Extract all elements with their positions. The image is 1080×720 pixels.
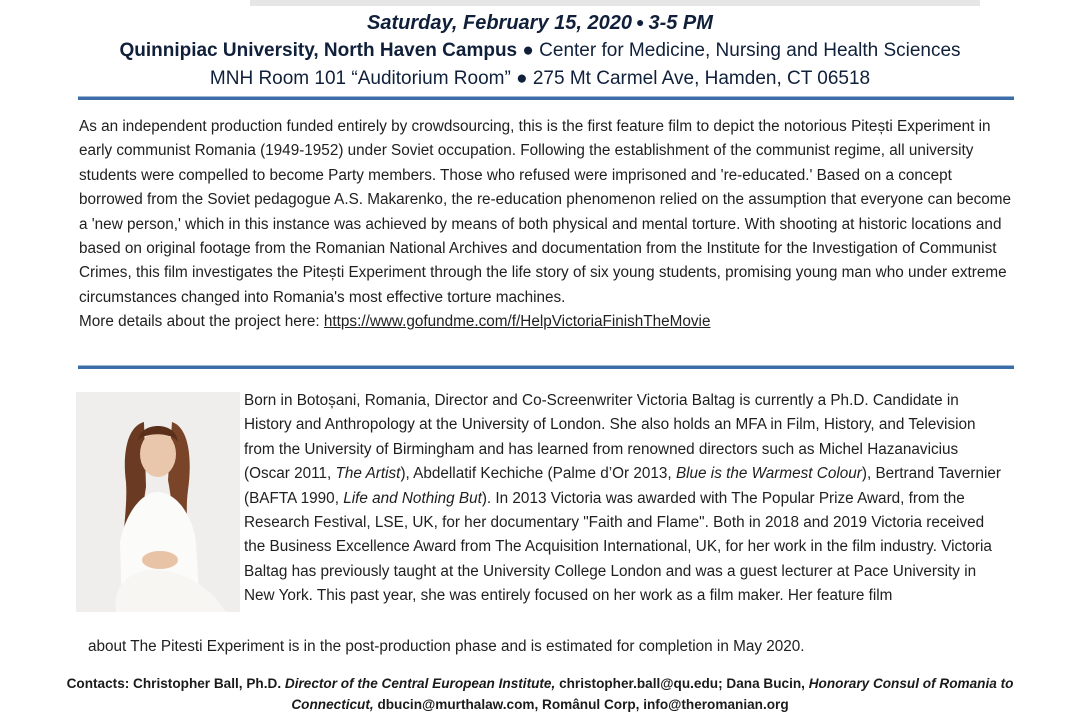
bullet-icon: ● [516,68,533,89]
bucin-title: Honorary Consul of Romania to Connecticut, [291,676,1014,712]
director-bio: Born in Botoșani, Romania, Director and Co-Screenwriter Victoria Baltag is currently a Ph.D. Candidate in History and Anthropology at the University of London. She also holds an MFA in Film, History, and Television from the University of Birmingham and has learned from renowned directors such as Michel Hazanavicius (Oscar 2011, The Artist), Abdellatif Kechiche (Palme d’Or 2013, Blue is the Warmest Colour), Bertrand Tavernier (BAFTA 1990, Life and Nothing But). In 2013 Victoria was awarded with The Popular Prize Award, from the Research Festival, LSE, UK, for her documentary "Faith and Flame". Both in 2018 and 2019 Victoria received the Business Excellence Award from The Acquisition International, UK, for her work in the film industry. Victoria Baltag has previously taught at the University College London and was a guest lecturer at Pace University in New York. This past year, she was entirely focused on her work as a film maker. Her feature film [244,392,1001,605]
street-address: 275 Mt Carmel Ave, Hamden, CT 06518 [532,68,871,89]
event-header [0,6,1080,93]
bucin-contacts: dbucin@murthalaw.com, Românul Corp, info@theromanian.org [377,697,789,712]
film-description [79,115,1019,335]
event-room [0,65,1080,93]
campus-name: Quinnipiac University, North Haven Campus [119,40,518,61]
contacts-footer [60,673,1020,715]
gofundme-link[interactable]: https://www.gofundme.com/f/HelpVictoriaFinishTheMovie [323,313,711,331]
portrait-illustration [76,392,240,612]
event-date: Saturday, February 15, 2020 ● 3-5 PM [367,12,713,34]
bullet-icon: ● [636,14,645,30]
center-name: Center for Medicine, Nursing and Health Sciences [539,40,961,61]
divider-middle [78,365,1014,369]
bullet-icon: ● [522,40,540,61]
description-text: As an independent production funded entirely by crowdsourcing, this is the first feature film to depict the notorious Pitești Experiment in early communist Romania (1949-1952) under Soviet occupation. Following the establishment of the communist regime, all university students were compelled to become Party members. Those who refused were imprisoned and 're-educated.' Based on a concept borrowed from the Soviet pedagogue A.S. Makarenko, the re-education phenomenon relied on the assumption that everyone can become a 'new person,' which in this instance was achieved by means of both physical and mental torture. With shooting at historic locations and based on original footage from the Romanian National Archives and documentation from the Institute for the Investigation of Communist Crimes, this film investigates the Pitești Experiment through the life story of six young students, promising young man who under extreme circumstances changed into Romania's most effective torture machines. [79,118,1011,306]
ball-email: christopher.ball@qu.edu; Dana Bucin, [559,676,805,691]
ball-title: Director of the Central European Institute, [284,676,556,691]
director-portrait [76,392,240,612]
contacts-label: Contacts: Christopher Ball, Ph.D. [66,676,282,691]
event-venue [0,37,1080,65]
more-details-label: More details about the project here: [79,313,320,331]
divider-top [78,96,1014,100]
room-name: MNH Room 101 “Auditorium Room” [209,68,511,89]
director-bio-tail: about The Pitesti Experiment is in the post-production phase and is estimated for completion in May 2020. [88,638,805,655]
film-title-the-artist: The Artist [335,465,401,483]
film-title-blue: Blue is the Warmest Colour [675,465,862,483]
film-title-life: Life and Nothing But [343,489,482,507]
